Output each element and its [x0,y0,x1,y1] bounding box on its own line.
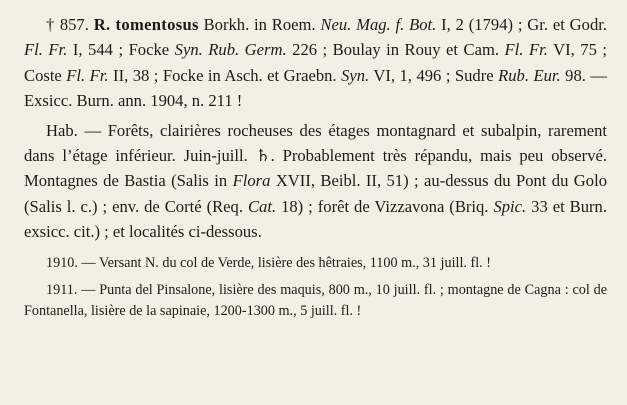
citation-title: Syn. [341,65,370,85]
habitat-text: Hab. — Forêts, clairières rocheuses des étages montagnard et subalpin, rarement dans l’étage inférieur. Juin-juill. [24,120,607,166]
citation-text: VI, 75 ; Coste [24,40,607,85]
citation-text: II, 38 ; Focke in Asch. et Graebn. [108,65,342,85]
dagger-symbol: † [46,15,55,34]
habitat-citation-title: Spic. [493,196,527,216]
species-header-paragraph [24,12,607,114]
habitat-text: 18) ; forêt de Vizzavona (Briq. [276,196,494,216]
species-name: R. tomentosus [93,15,199,34]
citation-title: Fl. Fr. [504,40,548,60]
perennial-symbol: ♄ [255,146,271,166]
citation-text: I, 2 (1794) ; Gr. et Godr. [436,15,608,34]
citation-text: VI, 1, 496 ; Sudre [369,65,499,85]
citation-title: Fl. Fr. [24,40,68,60]
citation-title: Neu. Mag. f. Bot. [320,15,437,34]
entry-number: 857. [54,15,94,34]
citation-text: 226 ; Boulay in Rouy et Cam. [286,40,505,60]
citation-title: Syn. Rub. Germ. [174,40,287,60]
habitat-text: 33 et Burn. exsicc. cit.) ; et localités ci-dessous. [24,196,607,242]
citation-text: Borkh. in Roem. [198,15,321,34]
habitat-paragraph [24,118,607,245]
habitat-citation-title: Flora [232,171,271,191]
citation-title: Rub. Eur. [498,65,561,85]
habitat-text: XVII, Beibl. II, 51) ; au-dessus du Pont du Golo (Salis l. c.) ; env. de Corté (Req. [24,171,607,216]
citation-title: Fl. Fr. [66,65,109,85]
habitat-text: . Probablement très répandu, mais peu observé. Montagnes de Bastia (Salis in [24,146,608,191]
citation-text: I, 544 ; Focke [67,40,175,60]
citation-text: 98. — Exsicc. Burn. ann. 1904, n. 211 ! [24,65,607,111]
habitat-citation-title: Cat. [247,196,277,216]
observation-1911: 1911. — Punta del Pinsalone, lisière des maquis, 800 m., 10 juill. fl. ; montagne de Cagna : col de Fontanella, lisière de la sapinaie, 1200-1300 m., 5 juill. fl. ! [24,282,607,319]
observation-1910: 1910. — Versant N. du col de Verde, lisière des hêtraies, 1100 m., 31 juill. fl. ! [46,254,491,271]
